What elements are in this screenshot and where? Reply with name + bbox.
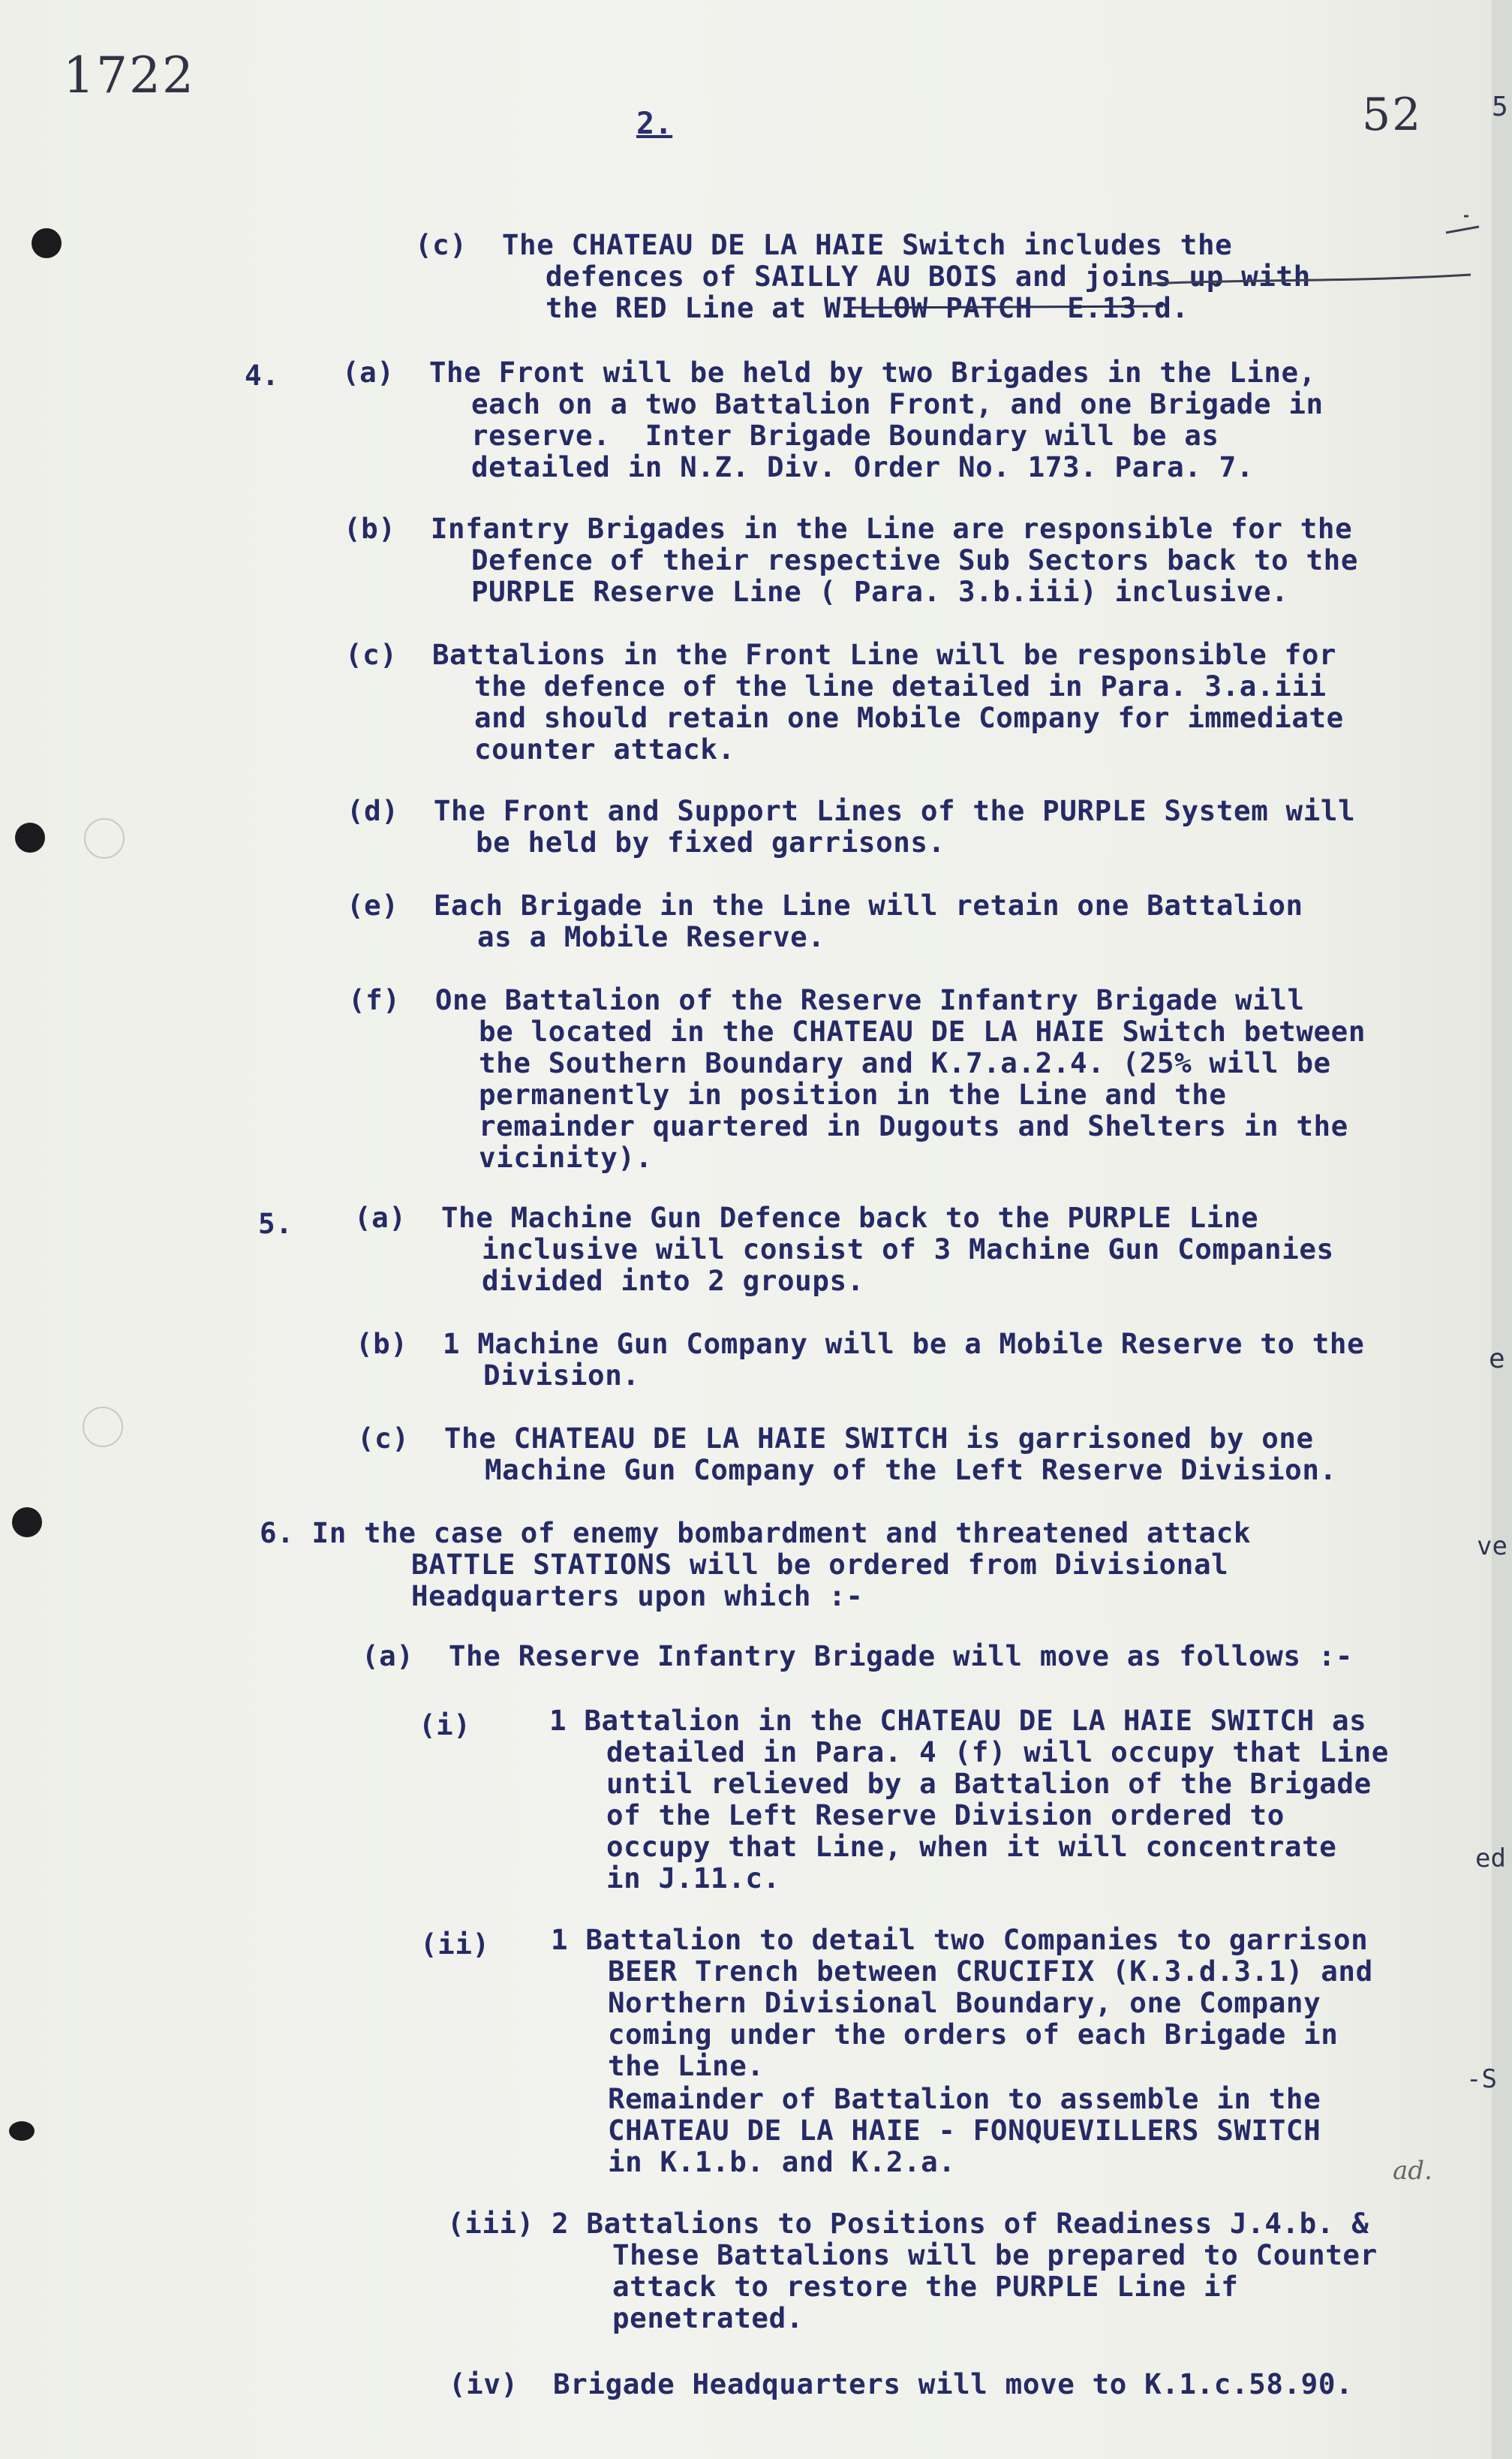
text-line: of the Left Reserve Division ordered to — [606, 1798, 1285, 1831]
text-line: detailed in N.Z. Div. Order No. 173. Para. 7. — [471, 450, 1254, 483]
text-line: Machine Gun Company of the Left Reserve Division. — [485, 1453, 1337, 1486]
edge-text-fragment: ve — [1477, 1531, 1507, 1561]
edge-text-fragment: ed — [1475, 1843, 1506, 1874]
text-line: coming under the orders of each Brigade in — [608, 2018, 1339, 2051]
punch-hole — [9, 2121, 35, 2141]
text-line: 1 Battalion in the CHATEAU DE LA HAIE SWITCH as — [549, 1704, 1367, 1737]
text-line: in J.11.c. — [606, 1862, 780, 1895]
text-line: be held by fixed garrisons. — [476, 826, 945, 859]
text-line: the Line. — [608, 2049, 765, 2082]
text-line: (f) One Battalion of the Reserve Infantry Brigade will — [348, 983, 1305, 1016]
text-line: (b) 1 Machine Gun Company will be a Mobile Reserve to the — [356, 1327, 1365, 1360]
text-line: (a) The Machine Gun Defence back to the PURPLE Line — [354, 1201, 1259, 1234]
edge-text-fragment: e — [1489, 1344, 1505, 1374]
pen-stroke — [1148, 270, 1471, 300]
text-line: and should retain one Mobile Company for immediate — [474, 701, 1344, 734]
text-line: the Southern Boundary and K.7.a.2.4. (25% will be — [479, 1046, 1331, 1079]
text-line: Division. — [483, 1359, 640, 1392]
punch-hole — [12, 1507, 42, 1537]
text-line: Headquarters upon which :- — [411, 1579, 864, 1612]
text-line: Remainder of Battalion to assemble in the — [608, 2082, 1321, 2115]
text-line: BATTLE STATIONS will be ordered from Divisional — [411, 1548, 1229, 1581]
text-line: (a) The Front will be held by two Brigades in the Line, — [342, 356, 1316, 389]
text-line: divided into 2 groups. — [482, 1264, 864, 1297]
text-line: the defence of the line detailed in Para. 3.a.iii — [474, 670, 1327, 703]
text-line: occupy that Line, when it will concentrate — [606, 1830, 1337, 1863]
text-line: (c) The CHATEAU DE LA HAIE Switch includes the — [415, 228, 1233, 261]
paragraph-number: 4. — [245, 359, 280, 392]
text-span: defences of SAILLY AU BOIS and joins up with — [546, 260, 1311, 293]
text-line: (c) Battalions in the Front Line will be responsible for — [345, 638, 1337, 671]
text-line: detailed in Para. 4 (f) will occupy that Line — [606, 1735, 1389, 1768]
text-line: inclusive will consist of 3 Machine Gun Companies — [482, 1233, 1334, 1266]
text-line: remainder quartered in Dugouts and Shelters in the — [479, 1109, 1348, 1142]
text-line: as a Mobile Reserve. — [477, 920, 825, 953]
text-line: (a) The Reserve Infantry Brigade will move as follows :- — [362, 1639, 1354, 1672]
text-line: (b) Infantry Brigades in the Line are responsible for the — [344, 512, 1353, 545]
page-number: 2. — [636, 107, 673, 141]
paragraph-number: 5. — [258, 1207, 293, 1240]
text-line: reserve. Inter Brigade Boundary will be as — [471, 419, 1219, 452]
text-line: until relieved by a Battalion of the Brigade — [606, 1767, 1372, 1800]
text-line: These Battalions will be prepared to Counter — [612, 2238, 1378, 2271]
edge-text-fragment: -S — [1466, 2064, 1497, 2094]
text-line: Northern Divisional Boundary, one Company — [608, 1986, 1321, 2019]
text-line: (c) The CHATEAU DE LA HAIE SWITCH is garrisoned by one — [357, 1422, 1314, 1455]
text-line: in K.1.b. and K.2.a. — [608, 2145, 956, 2178]
text-line: CHATEAU DE LA HAIE - FONQUEVILLERS SWITCH — [608, 2114, 1321, 2147]
pen-mark — [1444, 210, 1482, 240]
text-line: 6. In the case of enemy bombardment and threatened attack — [260, 1516, 1252, 1549]
text-line: (e) Each Brigade in the Line will retain one Battalion — [347, 889, 1303, 922]
text-line: PURPLE Reserve Line ( Para. 3.b.iii) inclusive. — [471, 575, 1289, 608]
pen-stroke — [848, 300, 1163, 315]
edge-text-fragment: 5 — [1492, 92, 1508, 122]
text-line: counter attack. — [474, 733, 735, 766]
text-line: be located in the CHATEAU DE LA HAIE Switch between — [479, 1015, 1366, 1048]
text-line: attack to restore the PURPLE Line if — [612, 2270, 1239, 2303]
text-line: the RED Line at WILLOW PATCH E.13.d. — [546, 291, 1189, 324]
text-line: BEER Trench between CRUCIFIX (K.3.d.3.1) and — [608, 1955, 1373, 1988]
text-line: (iv) Brigade Headquarters will move to K.1.c.58.90. — [449, 2367, 1354, 2400]
text-line: (iii) 2 Battalions to Positions of Readiness J.4.b. & — [447, 2207, 1369, 2240]
text-line: vicinity). — [479, 1141, 653, 1174]
subparagraph-number: (i) — [419, 1708, 471, 1741]
text-line: permanently in position in the Line and the — [479, 1078, 1227, 1111]
subparagraph-number: (ii) — [420, 1928, 490, 1961]
text-line: Defence of their respective Sub Sectors back to the — [471, 543, 1359, 576]
punch-hole-ring — [83, 1407, 123, 1447]
pencil-annotation: ad. — [1393, 2156, 1432, 2186]
punch-hole — [32, 228, 62, 258]
text-line: penetrated. — [612, 2301, 804, 2334]
text-line: 1 Battalion to detail two Companies to garrison — [551, 1923, 1369, 1956]
text-line: (d) The Front and Support Lines of the PURPLE System will — [347, 794, 1356, 827]
page-reference-number: 52 — [1362, 89, 1423, 141]
folio-number: 1722 — [63, 47, 195, 104]
punch-hole-ring — [84, 818, 125, 859]
text-line: each on a two Battalion Front, and one Brigade in — [471, 387, 1324, 420]
underlying-page-edge — [1466, 0, 1512, 2459]
punch-hole — [15, 823, 45, 853]
